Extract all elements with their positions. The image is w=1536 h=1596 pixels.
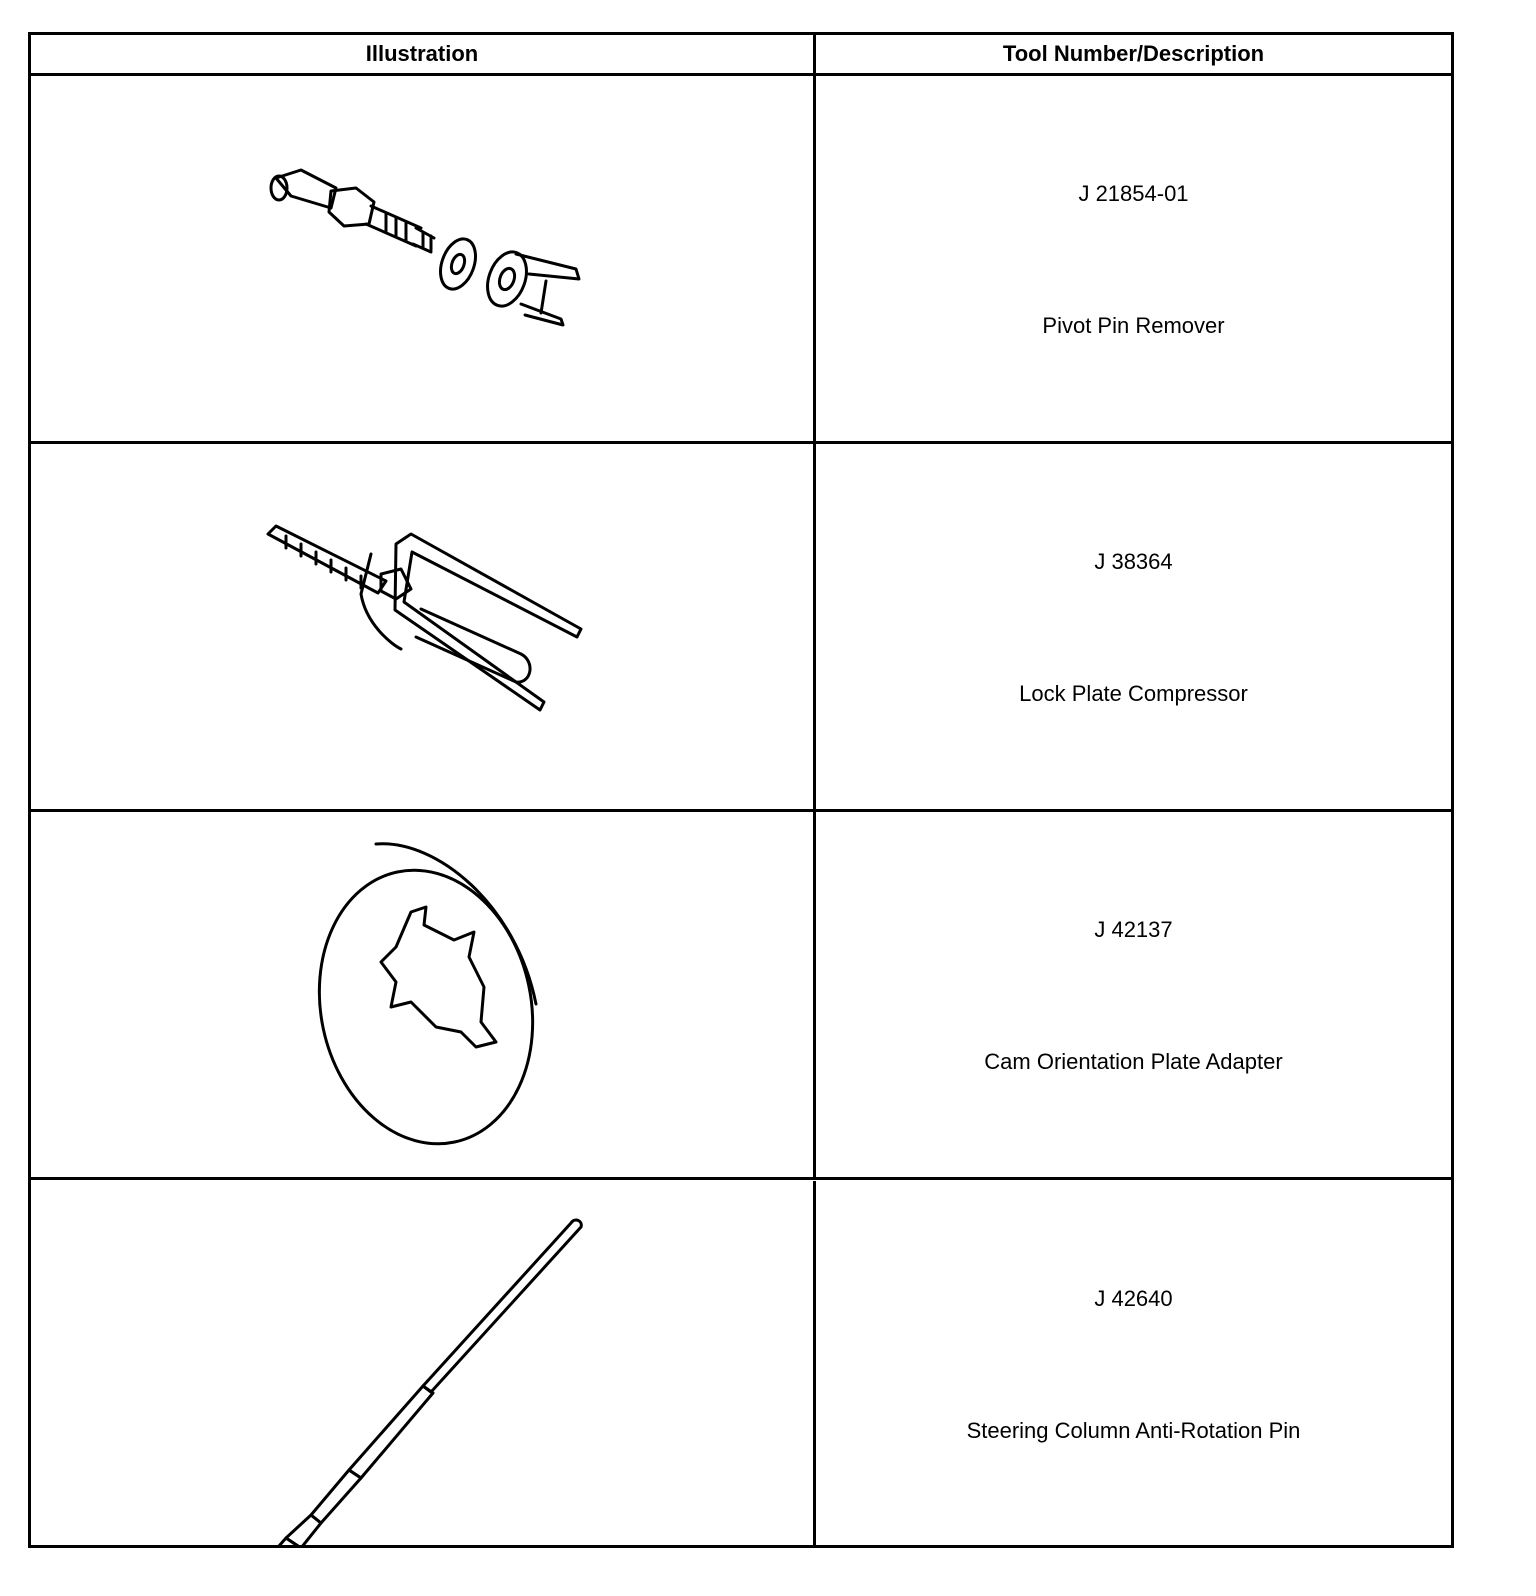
tool-description: Lock Plate Compressor: [1019, 681, 1248, 706]
anti-rotation-pin-illustration: [31, 1181, 816, 1545]
illustration-cell: [31, 812, 816, 1177]
header-tool: Tool Number/Description: [1002, 41, 1265, 66]
table-header: [31, 35, 1451, 76]
cam-orientation-plate-adapter-illustration: [31, 812, 816, 1180]
illustration-cell: [31, 76, 816, 441]
tool-number: J 38364: [1094, 549, 1173, 574]
tool-cell: [816, 76, 1451, 441]
tool-description: Cam Orientation Plate Adapter: [984, 1049, 1283, 1074]
tool-description: Steering Column Anti-Rotation Pin: [966, 1418, 1301, 1443]
table-row: [31, 812, 1451, 1180]
tool-cell: [816, 1181, 1451, 1545]
table-row: [31, 444, 1451, 812]
header-illustration: Illustration: [31, 35, 816, 73]
tool-cell: [816, 444, 1451, 809]
tool-number: J 21854-01: [1078, 181, 1189, 206]
tool-number: J 42640: [1094, 1286, 1173, 1311]
table-row: [31, 76, 1451, 444]
pivot-pin-remover-illustration: [31, 76, 816, 444]
table-row: [31, 1181, 1451, 1545]
lock-plate-compressor-illustration: [31, 444, 816, 812]
illustration-cell: [31, 1181, 816, 1545]
tool-table: [28, 32, 1454, 1548]
tool-cell: [816, 812, 1451, 1177]
illustration-cell: [31, 444, 816, 809]
tool-number: J 42137: [1094, 917, 1173, 942]
tool-description: Pivot Pin Remover: [1042, 313, 1225, 338]
